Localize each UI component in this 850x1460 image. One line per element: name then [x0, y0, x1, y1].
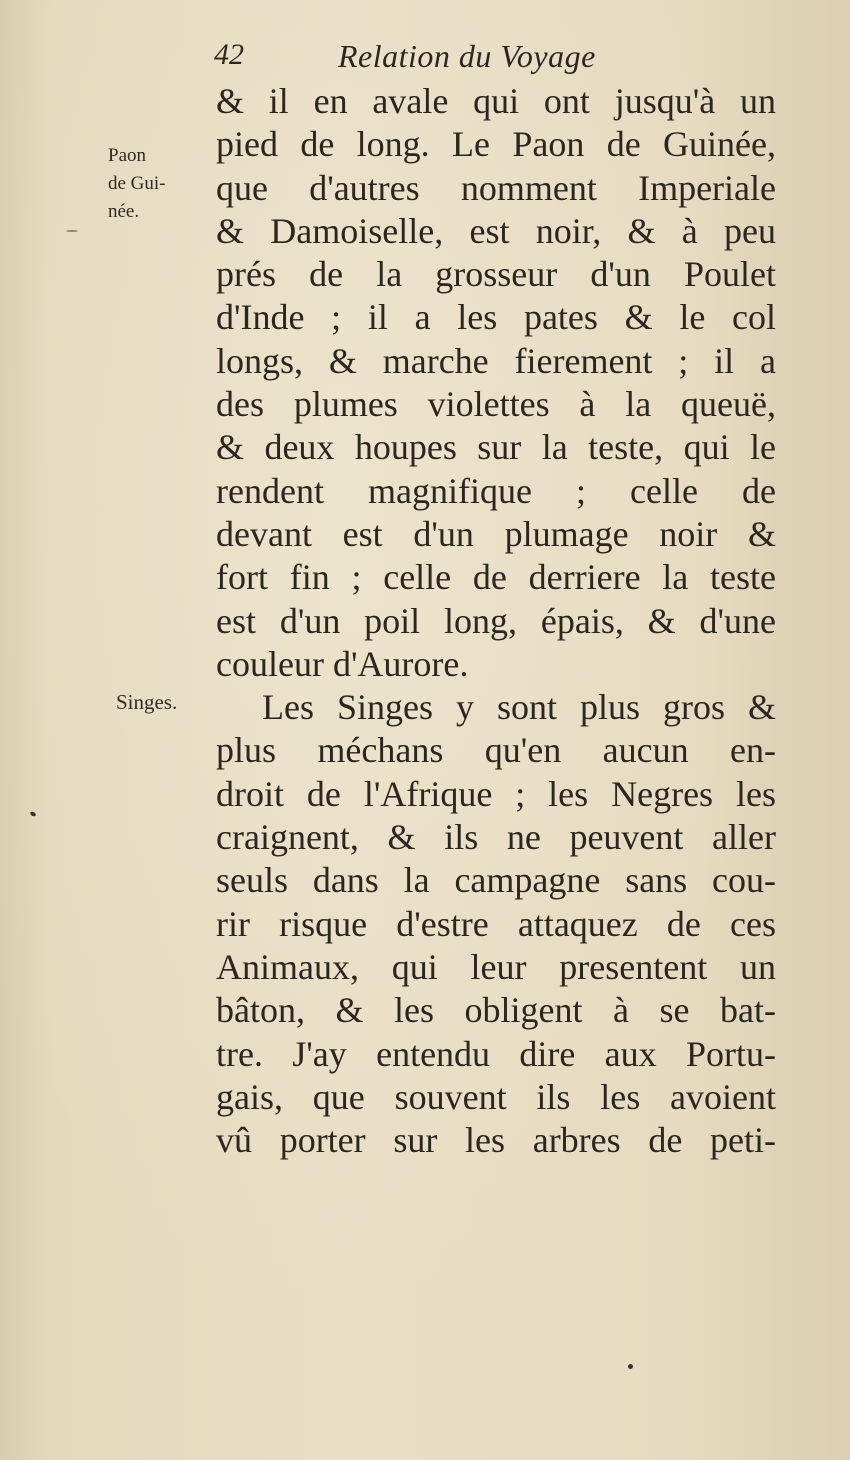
paper-speck: [29, 811, 36, 817]
text-line: rir risque d'estre attaquez de ces: [216, 903, 776, 944]
page-header: [214, 38, 774, 82]
margin-note-singes: [116, 688, 212, 716]
text-line: pied de long. Le Paon de Guinée,: [216, 124, 776, 165]
text-line: & il en avale qui ont jusqu'à un: [216, 81, 776, 121]
text-line: Les Singes y sont plus gros &: [262, 687, 776, 728]
text-line: Animaux, qui leur presentent un: [216, 946, 776, 987]
text-line: droit de l'Afrique ; les Negres les: [216, 773, 776, 814]
text-line: vû porter sur les arbres de peti-: [216, 1120, 776, 1161]
text-line: prés de la grosseur d'un Poulet: [216, 254, 776, 295]
text-line: plus méchans qu'en aucun en-: [216, 730, 776, 771]
paragraph-singes: [216, 686, 776, 1162]
paragraph-paon: [216, 80, 776, 686]
text-line: devant est d'un plumage noir &: [216, 513, 776, 554]
paper-speck: [66, 230, 78, 232]
text-line: tre. J'ay entendu dire aux Portu-: [216, 1033, 776, 1074]
text-line: fort fin ; celle de derriere la teste: [216, 557, 776, 598]
margin-note-paon: [108, 142, 204, 226]
text-line: bâton, & les obligent à se bat-: [216, 990, 776, 1031]
text-line: que d'autres nomment Imperiale: [216, 167, 776, 208]
text-line: d'Inde ; il a les pates & le col: [216, 297, 776, 338]
text-line: des plumes violettes à la queuë,: [216, 384, 776, 425]
paper-speck: [628, 1364, 633, 1369]
margin-note-line: née.: [108, 201, 140, 222]
text-line: longs, & marche fierement ; il a: [216, 340, 776, 381]
text-line: & deux houpes sur la teste, qui le: [216, 427, 776, 468]
text-line: craignent, & ils ne peuvent aller: [216, 817, 776, 858]
text-line: rendent magnifique ; celle de: [216, 470, 776, 511]
text-line: gais, que souvent ils les avoient: [216, 1076, 776, 1117]
margin-note-line: Paon: [108, 145, 146, 166]
text-line: est d'un poil long, épais, & d'une: [216, 600, 776, 641]
text-line: & Damoiselle, est noir, & à peu: [216, 210, 776, 251]
margin-note-line: Singes.: [116, 690, 178, 714]
margin-note-line: de Gui-: [108, 173, 166, 194]
body-text: [216, 80, 776, 1162]
text-line: couleur d'Aurore.: [216, 643, 469, 684]
text-line: seuls dans la campagne sans cou-: [216, 860, 776, 901]
running-title: Relation du Voyage: [338, 38, 596, 74]
page-number: 42: [214, 38, 244, 71]
